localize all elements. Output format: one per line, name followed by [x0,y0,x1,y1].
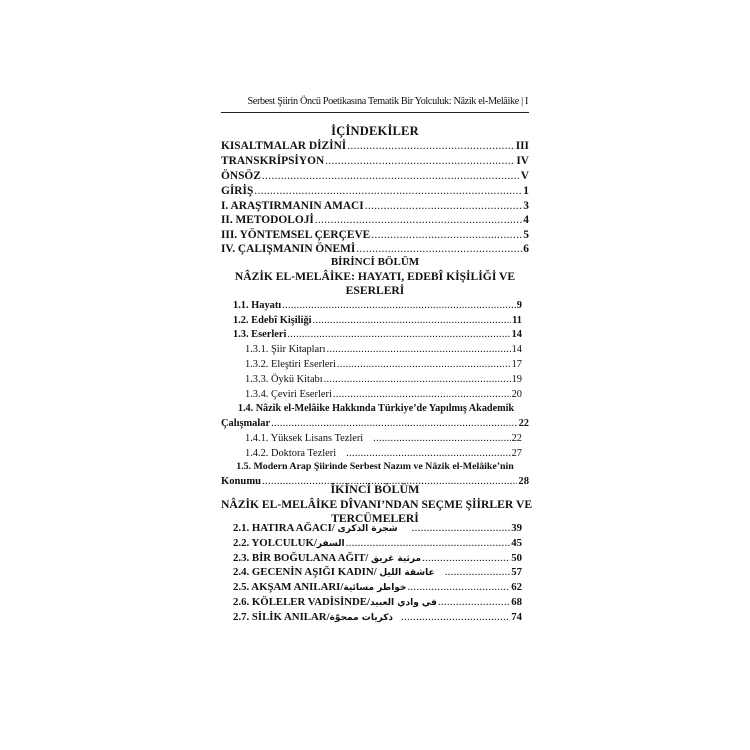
toc-subentry[interactable]: 1.4.1. Yüksek Lisans Tezleri ..... 22 [245,432,522,445]
toc-subentry[interactable]: 1.3.4. Çeviri Eserleri ..... 20 [245,388,522,401]
toc-entry[interactable]: 2.3. BİR BOĞULANA AĞIT/ مرثية غريق ..... 50 [233,552,522,565]
toc-entry[interactable]: TRANSKRİPSİYON ..... IV [221,155,529,168]
toc-entry[interactable]: II. METODOLOJİ ..... 4 [221,214,529,227]
toc-entry[interactable]: 2.7. SİLİK ANILAR/ذكريات ممحوّة ..... 74 [233,611,522,624]
toc-entry[interactable]: 1.1. Hayatı ..... 9 [233,299,522,312]
toc-entry[interactable]: 2.4. GECENİN AŞIĞI KADIN/ عاشقة الليل ..... 57 [233,566,522,579]
toc-entry-15-line1[interactable]: 1.5. Modern Arap Şiirinde Serbest Nazım ve Nâzik el-Melâike’nin [236,461,514,472]
toc-entry[interactable]: KISALTMALAR DİZİNİ ..... III [221,140,529,153]
toc-entry[interactable]: Konumu ..... 28 [221,475,529,488]
toc-entry[interactable]: ÖNSÖZ ..... V [221,170,529,183]
part2-title-line2: TERCÜMELERİ [331,512,419,525]
part1-title-line2: ESERLERİ [345,284,405,297]
toc-subentry[interactable]: 1.4.2. Doktora Tezleri ..... 27 [245,447,522,460]
part2-heading: İKİNCİ BÖLÜM [330,482,420,496]
toc-entry[interactable]: I. ARAŞTIRMANIN AMACI ..... 3 [221,200,529,213]
toc-entry[interactable]: 1.3. Eserleri ..... 14 [233,328,522,341]
part1-title-line1: NÂZİK EL-MELÂİKE: HAYATI, EDEBÎ KİŞİLİĞİ VE [234,270,516,283]
toc-title: İÇİNDEKİLER [331,124,419,138]
running-header: Serbest Şiirin Öncü Poetikasına Tematik Bir Yolculuk: Nâzik el-Melâike | I [247,96,528,107]
part2-title-line1: NÂZİK EL-MELÂİKE DÎVANI’NDAN SEÇME ŞİİRLER VE [221,498,533,511]
toc-entry[interactable]: 1.2. Edebî Kişiliği ..... 11 [233,314,522,327]
toc-entry[interactable]: 2.2. YOLCULUK/السفر ..... 45 [233,537,522,550]
toc-entry[interactable]: Çalışmalar ..... 22 [221,417,529,430]
toc-entry[interactable]: GİRİŞ ..... 1 [221,185,529,198]
toc-entry-14-line1[interactable]: 1.4. Nâzik el-Melâike Hakkında Türkiye’de Yapılmış Akademik [237,403,515,414]
header-rule [221,112,529,113]
toc-subentry[interactable]: 1.3.1. Şiir Kitapları ..... 14 [245,343,522,356]
toc-entry[interactable]: IV. ÇALIŞMANIN ÖNEMİ ..... 6 [221,243,529,256]
toc-entry[interactable]: 2.5. AKŞAM ANILARI/خواطر مسائية ..... 62 [233,581,522,594]
toc-entry[interactable]: 2.6. KÖLELER VADİSİNDE/في وادي العبيد ..... 68 [233,596,522,609]
toc-entry[interactable]: III. YÖNTEMSEL ÇERÇEVE ..... 5 [221,229,529,242]
toc-subentry[interactable]: 1.3.3. Öykü Kitabı ..... 19 [245,373,522,386]
toc-entry[interactable]: 2.1. HATIRA AĞACI/ شجرة الذكرى ..... 39 [233,522,522,535]
part1-heading: BİRİNCİ BÖLÜM [330,256,420,268]
toc-subentry[interactable]: 1.3.2. Eleştiri Eserleri ..... 17 [245,358,522,371]
